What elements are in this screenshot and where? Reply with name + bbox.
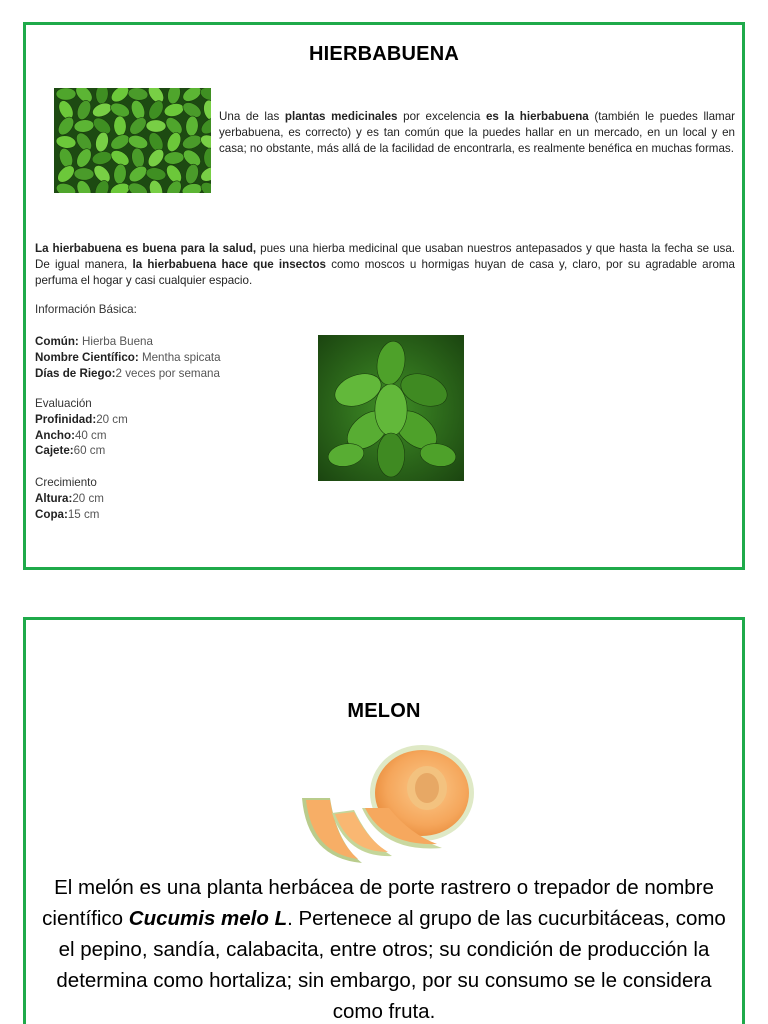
- basic-info: [35, 334, 221, 381]
- crecimiento-heading: Crecimiento: [35, 476, 97, 489]
- hierbabuena-intro: Una de las plantas medicinales por excelencia es la hierbabuena (también le puedes llamar yerbabuena, es correcto) y es tan común que la puedes hallar en un mercado, en un local y en casa; no obstante, más allá de la facilidad de encontrarla, es realmente benéfica en muchas formas.: [219, 110, 736, 155]
- melon-description: El melón es una planta herbácea de porte rastrero o trepador de nombre científico Cucumis melo L. Pertenece al grupo de las cucurbitáceas, como el pepino, sandía, calabacita, entre otros; su condición de producción la determina como hortaliza; sin embargo, por su consumo se le considera como fruta.: [42, 876, 726, 1023]
- hierbabuena-card: [23, 22, 745, 570]
- info-heading: Información Básica:: [35, 303, 137, 316]
- melon-card: [23, 617, 745, 1024]
- mint-leaves-image: [54, 88, 211, 193]
- info-row-riego: Días de Riego:2 veces por semana: [35, 366, 220, 380]
- crecimiento-section: [35, 475, 104, 522]
- info-row-nombre: Nombre Científico: Mentha spicata: [35, 350, 221, 364]
- hierbabuena-benefits: La hierbabuena es buena para la salud, pues una hierba medicinal que usaban nuestros antepasados y que hasta la fecha se usa. De igual manera, la hierbabuena hace que insectos como moscos u hormigas huyan de casa y, claro, por su agradable aroma perfuma el hogar y casi cualquier espacio.: [35, 242, 736, 287]
- cantaloupe-melon-image: [292, 738, 482, 868]
- eval-row-profundidad: Profinidad:20 cm: [35, 412, 128, 426]
- hierbabuena-title: HIERBABUENA: [309, 43, 459, 65]
- evaluacion-heading: Evaluación: [35, 397, 92, 410]
- mint-sprig-image: [318, 335, 464, 481]
- melon-title: MELON: [347, 700, 421, 722]
- evaluacion-section: [35, 396, 128, 459]
- crec-row-altura: Altura:20 cm: [35, 491, 104, 505]
- eval-row-cajete: Cajete:60 cm: [35, 444, 106, 458]
- eval-row-ancho: Ancho:40 cm: [35, 428, 107, 442]
- crec-row-copa: Copa:15 cm: [35, 507, 100, 521]
- info-row-comun: Común: Hierba Buena: [35, 335, 153, 348]
